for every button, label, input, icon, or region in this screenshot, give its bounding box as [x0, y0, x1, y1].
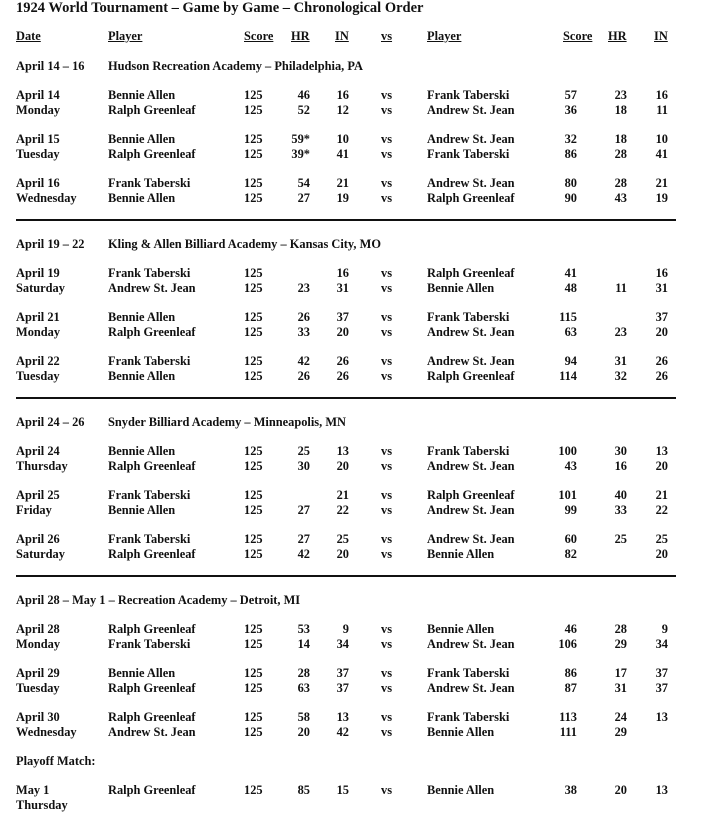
game-date: Monday	[16, 325, 61, 339]
section-divider	[16, 575, 676, 577]
game-vs: vs	[381, 725, 393, 739]
game-date: Thursday	[16, 459, 68, 473]
game-opponent-in: 26	[655, 354, 668, 368]
game-opponent: Ralph Greenleaf	[427, 266, 515, 280]
game-score: 125	[244, 88, 263, 102]
game-opponent: Andrew St. Jean	[427, 354, 515, 368]
game-opponent-hr: 18	[614, 103, 627, 117]
game-score: 125	[244, 622, 263, 636]
game-in: 16	[336, 88, 349, 102]
game-player: Frank Taberski	[108, 532, 191, 546]
game-opponent-score: 94	[564, 354, 577, 368]
game-opponent-score: 46	[564, 622, 577, 636]
game-vs: vs	[381, 488, 393, 502]
game-vs: vs	[381, 132, 393, 146]
game-opponent: Ralph Greenleaf	[427, 191, 515, 205]
game-in: 21	[336, 176, 349, 190]
game-opponent: Frank Taberski	[427, 666, 510, 680]
game-hr: 54	[297, 176, 310, 190]
game-score: 125	[244, 191, 263, 205]
game-opponent-score: 106	[558, 637, 577, 651]
playoff-opponent-score: 38	[564, 783, 577, 797]
game-opponent-score: 43	[564, 459, 577, 473]
playoff-label: Playoff Match:	[16, 754, 96, 768]
game-opponent-in: 41	[655, 147, 668, 161]
game-opponent-hr: 23	[614, 325, 627, 339]
game-player: Bennie Allen	[108, 191, 176, 205]
game-opponent: Andrew St. Jean	[427, 637, 515, 651]
game-player: Bennie Allen	[108, 132, 176, 146]
game-hr: 25	[297, 444, 310, 458]
game-vs: vs	[381, 532, 393, 546]
game-score: 125	[244, 176, 263, 190]
game-vs: vs	[381, 354, 393, 368]
game-opponent: Ralph Greenleaf	[427, 369, 515, 383]
game-opponent-score: 36	[564, 103, 577, 117]
game-hr: 46	[297, 88, 310, 102]
game-vs: vs	[381, 710, 393, 724]
game-opponent-score: 32	[564, 132, 577, 146]
playoff-opponent-hr: 20	[614, 783, 627, 797]
game-opponent-hr: 18	[614, 132, 627, 146]
game-player: Ralph Greenleaf	[108, 325, 196, 339]
game-opponent: Frank Taberski	[427, 444, 510, 458]
game-date: April 16	[16, 176, 60, 190]
section-dates: April 24 – 26	[16, 415, 85, 429]
game-opponent-hr: 16	[614, 459, 627, 473]
game-opponent-hr: 28	[614, 147, 627, 161]
playoff-player: Ralph Greenleaf	[108, 783, 196, 797]
game-player: Bennie Allen	[108, 666, 176, 680]
game-hr: 52	[297, 103, 310, 117]
game-opponent-in: 37	[655, 681, 668, 695]
game-in: 21	[336, 488, 349, 502]
game-in: 31	[336, 281, 349, 295]
game-score: 125	[244, 266, 263, 280]
game-vs: vs	[381, 666, 393, 680]
playoff-opponent: Bennie Allen	[427, 783, 495, 797]
game-vs: vs	[381, 103, 393, 117]
game-opponent-in: 37	[655, 310, 668, 324]
game-opponent-score: 87	[564, 681, 577, 695]
game-opponent-score: 100	[558, 444, 577, 458]
game-player: Frank Taberski	[108, 354, 191, 368]
game-opponent-in: 22	[655, 503, 668, 517]
game-opponent-in: 13	[655, 710, 668, 724]
game-opponent-hr: 43	[614, 191, 627, 205]
game-hr: 26	[297, 310, 310, 324]
header-opponent: Player	[427, 29, 462, 43]
game-opponent-in: 21	[655, 488, 668, 502]
playoff-hr: 85	[297, 783, 310, 797]
game-in: 20	[336, 547, 349, 561]
game-opponent-in: 25	[655, 532, 668, 546]
game-date: Saturday	[16, 281, 65, 295]
game-opponent: Andrew St. Jean	[427, 176, 515, 190]
game-opponent-hr: 33	[614, 503, 627, 517]
game-opponent: Andrew St. Jean	[427, 325, 515, 339]
header-score: Score	[244, 29, 274, 43]
game-opponent-in: 19	[655, 191, 668, 205]
game-hr: 28	[297, 666, 310, 680]
game-opponent-hr: 24	[614, 710, 627, 724]
header-opponent-hr: HR	[608, 29, 627, 43]
game-opponent-hr: 28	[614, 622, 627, 636]
game-vs: vs	[381, 503, 393, 517]
game-opponent-score: 113	[559, 710, 577, 724]
game-hr: 33	[297, 325, 310, 339]
page-title: 1924 World Tournament – Game by Game – Chronological Order	[16, 0, 424, 16]
game-player: Bennie Allen	[108, 503, 176, 517]
game-opponent: Frank Taberski	[427, 310, 510, 324]
game-opponent-score: 60	[564, 532, 577, 546]
game-hr: 20	[297, 725, 310, 739]
game-opponent-score: 41	[564, 266, 577, 280]
game-opponent-score: 86	[564, 147, 577, 161]
game-opponent-in: 21	[655, 176, 668, 190]
game-vs: vs	[381, 622, 393, 636]
game-in: 34	[336, 637, 349, 651]
game-hr: 42	[297, 547, 310, 561]
game-date: Wednesday	[16, 191, 77, 205]
game-opponent-hr: 30	[614, 444, 627, 458]
game-opponent-in: 37	[655, 666, 668, 680]
game-opponent-in: 31	[655, 281, 668, 295]
game-hr: 26	[297, 369, 310, 383]
game-vs: vs	[381, 88, 393, 102]
game-opponent-hr: 29	[614, 637, 627, 651]
game-score: 125	[244, 681, 263, 695]
header-vs: vs	[381, 29, 393, 43]
playoff-in: 15	[336, 783, 349, 797]
game-score: 125	[244, 369, 263, 383]
game-score: 125	[244, 325, 263, 339]
playoff-score: 125	[244, 783, 263, 797]
game-opponent-score: 114	[559, 369, 577, 383]
game-in: 26	[336, 354, 349, 368]
game-vs: vs	[381, 147, 393, 161]
game-opponent: Andrew St. Jean	[427, 132, 515, 146]
game-score: 125	[244, 666, 263, 680]
game-opponent-hr: 11	[615, 281, 627, 295]
game-in: 25	[336, 532, 349, 546]
header-hr: HR	[291, 29, 310, 43]
game-opponent-hr: 29	[614, 725, 627, 739]
game-score: 125	[244, 547, 263, 561]
game-hr: 42	[297, 354, 310, 368]
game-opponent-hr: 31	[614, 681, 627, 695]
game-opponent: Bennie Allen	[427, 622, 495, 636]
header-date: Date	[16, 29, 41, 43]
game-date: April 21	[16, 310, 60, 324]
game-hr: 23	[297, 281, 310, 295]
game-in: 26	[336, 369, 349, 383]
game-in: 20	[336, 459, 349, 473]
game-opponent-score: 86	[564, 666, 577, 680]
game-hr: 58	[297, 710, 310, 724]
game-player: Ralph Greenleaf	[108, 147, 196, 161]
game-opponent-in: 10	[655, 132, 668, 146]
game-player: Ralph Greenleaf	[108, 622, 196, 636]
game-in: 20	[336, 325, 349, 339]
game-opponent: Ralph Greenleaf	[427, 488, 515, 502]
game-opponent-hr: 31	[614, 354, 627, 368]
game-player: Ralph Greenleaf	[108, 459, 196, 473]
game-date: April 24	[16, 444, 60, 458]
game-opponent-score: 63	[564, 325, 577, 339]
section-divider	[16, 397, 676, 399]
game-in: 16	[336, 266, 349, 280]
game-opponent: Bennie Allen	[427, 725, 495, 739]
game-hr: 27	[297, 532, 310, 546]
game-score: 125	[244, 147, 263, 161]
game-player: Bennie Allen	[108, 88, 176, 102]
game-player: Bennie Allen	[108, 310, 176, 324]
game-score: 125	[244, 103, 263, 117]
game-date: April 19	[16, 266, 60, 280]
game-opponent: Andrew St. Jean	[427, 532, 515, 546]
game-score: 125	[244, 532, 263, 546]
game-hr: 53	[297, 622, 310, 636]
game-date: Saturday	[16, 547, 65, 561]
game-opponent-in: 13	[655, 444, 668, 458]
game-date: April 26	[16, 532, 60, 546]
section-dates: April 14 – 16	[16, 59, 85, 73]
game-opponent: Frank Taberski	[427, 147, 510, 161]
game-opponent-in: 16	[655, 88, 668, 102]
game-opponent-score: 101	[558, 488, 577, 502]
game-score: 125	[244, 637, 263, 651]
game-date: April 22	[16, 354, 60, 368]
game-date: Monday	[16, 637, 61, 651]
game-date: Monday	[16, 103, 61, 117]
game-player: Ralph Greenleaf	[108, 681, 196, 695]
game-score: 125	[244, 310, 263, 324]
game-opponent-score: 115	[559, 310, 577, 324]
section-divider	[16, 219, 676, 221]
game-vs: vs	[381, 325, 393, 339]
game-player: Frank Taberski	[108, 176, 191, 190]
game-in: 9	[342, 622, 349, 636]
game-vs: vs	[381, 191, 393, 205]
section-venue: Kling & Allen Billiard Academy – Kansas City, MO	[108, 237, 381, 251]
game-date: April 29	[16, 666, 60, 680]
game-in: 37	[336, 310, 349, 324]
header-opponent-in: IN	[654, 29, 668, 43]
game-score: 125	[244, 444, 263, 458]
game-vs: vs	[381, 444, 393, 458]
game-in: 13	[336, 710, 349, 724]
game-opponent-in: 20	[655, 547, 668, 561]
game-vs: vs	[381, 310, 393, 324]
game-date: April 30	[16, 710, 60, 724]
game-score: 125	[244, 503, 263, 517]
game-date: Friday	[16, 503, 52, 517]
game-date: Tuesday	[16, 681, 60, 695]
game-date: Wednesday	[16, 725, 77, 739]
playoff-opponent-in: 13	[655, 783, 668, 797]
header-opponent-score: Score	[563, 29, 593, 43]
game-opponent-score: 80	[564, 176, 577, 190]
game-hr: 59*	[291, 132, 310, 146]
game-in: 10	[336, 132, 349, 146]
game-hr: 14	[297, 637, 310, 651]
game-vs: vs	[381, 266, 393, 280]
game-player: Frank Taberski	[108, 266, 191, 280]
game-in: 22	[336, 503, 349, 517]
game-vs: vs	[381, 369, 393, 383]
game-in: 13	[336, 444, 349, 458]
game-opponent: Andrew St. Jean	[427, 459, 515, 473]
game-opponent-in: 34	[655, 637, 668, 651]
game-opponent-hr: 17	[614, 666, 627, 680]
game-score: 125	[244, 488, 263, 502]
game-date: Tuesday	[16, 369, 60, 383]
game-score: 125	[244, 725, 263, 739]
game-player: Frank Taberski	[108, 637, 191, 651]
game-opponent-hr: 25	[614, 532, 627, 546]
game-opponent: Andrew St. Jean	[427, 503, 515, 517]
game-player: Andrew St. Jean	[108, 725, 196, 739]
playoff-vs: vs	[381, 783, 393, 797]
playoff-day: Thursday	[16, 798, 68, 812]
game-in: 37	[336, 666, 349, 680]
game-opponent-score: 99	[564, 503, 577, 517]
game-opponent-in: 16	[655, 266, 668, 280]
game-in: 19	[336, 191, 349, 205]
game-opponent: Bennie Allen	[427, 547, 495, 561]
section-venue: Snyder Billiard Academy – Minneapolis, MN	[108, 415, 346, 429]
game-opponent-score: 90	[564, 191, 577, 205]
game-hr: 27	[297, 191, 310, 205]
game-opponent-score: 57	[564, 88, 577, 102]
game-opponent-score: 111	[559, 725, 577, 739]
game-score: 125	[244, 354, 263, 368]
game-hr: 30	[297, 459, 310, 473]
game-opponent-score: 48	[564, 281, 577, 295]
section-dates: April 28 – May 1 – Recreation Academy – Detroit, MI	[16, 593, 301, 607]
game-opponent-hr: 40	[614, 488, 627, 502]
header-in: IN	[335, 29, 349, 43]
game-opponent-hr: 23	[614, 88, 627, 102]
game-opponent-hr: 28	[614, 176, 627, 190]
game-vs: vs	[381, 176, 393, 190]
game-opponent-in: 9	[661, 622, 668, 636]
game-date: April 25	[16, 488, 60, 502]
game-opponent: Bennie Allen	[427, 281, 495, 295]
game-opponent-in: 20	[655, 459, 668, 473]
game-vs: vs	[381, 459, 393, 473]
game-player: Ralph Greenleaf	[108, 547, 196, 561]
game-score: 125	[244, 459, 263, 473]
game-date: Tuesday	[16, 147, 60, 161]
game-vs: vs	[381, 681, 393, 695]
game-vs: vs	[381, 637, 393, 651]
game-date: April 28	[16, 622, 60, 636]
game-opponent: Frank Taberski	[427, 88, 510, 102]
section-dates: April 19 – 22	[16, 237, 85, 251]
game-opponent: Frank Taberski	[427, 710, 510, 724]
game-hr: 39*	[291, 147, 310, 161]
game-vs: vs	[381, 547, 393, 561]
game-opponent-in: 20	[655, 325, 668, 339]
game-player: Ralph Greenleaf	[108, 710, 196, 724]
game-score: 125	[244, 281, 263, 295]
game-score: 125	[244, 710, 263, 724]
game-opponent-in: 26	[655, 369, 668, 383]
game-player: Bennie Allen	[108, 444, 176, 458]
game-opponent-in: 11	[656, 103, 668, 117]
game-vs: vs	[381, 281, 393, 295]
game-hr: 63	[297, 681, 310, 695]
game-opponent: Andrew St. Jean	[427, 681, 515, 695]
game-opponent: Andrew St. Jean	[427, 103, 515, 117]
game-player: Ralph Greenleaf	[108, 103, 196, 117]
game-date: April 14	[16, 88, 60, 102]
game-score: 125	[244, 132, 263, 146]
game-in: 37	[336, 681, 349, 695]
playoff-date: May 1	[16, 783, 50, 797]
game-opponent-hr: 32	[614, 369, 627, 383]
header-player: Player	[108, 29, 143, 43]
game-in: 12	[336, 103, 349, 117]
game-hr: 27	[297, 503, 310, 517]
game-date: April 15	[16, 132, 60, 146]
game-player: Andrew St. Jean	[108, 281, 196, 295]
game-opponent-score: 82	[564, 547, 577, 561]
game-in: 42	[336, 725, 349, 739]
section-venue: Hudson Recreation Academy – Philadelphia, PA	[108, 59, 363, 73]
game-player: Bennie Allen	[108, 369, 176, 383]
game-in: 41	[336, 147, 349, 161]
game-player: Frank Taberski	[108, 488, 191, 502]
